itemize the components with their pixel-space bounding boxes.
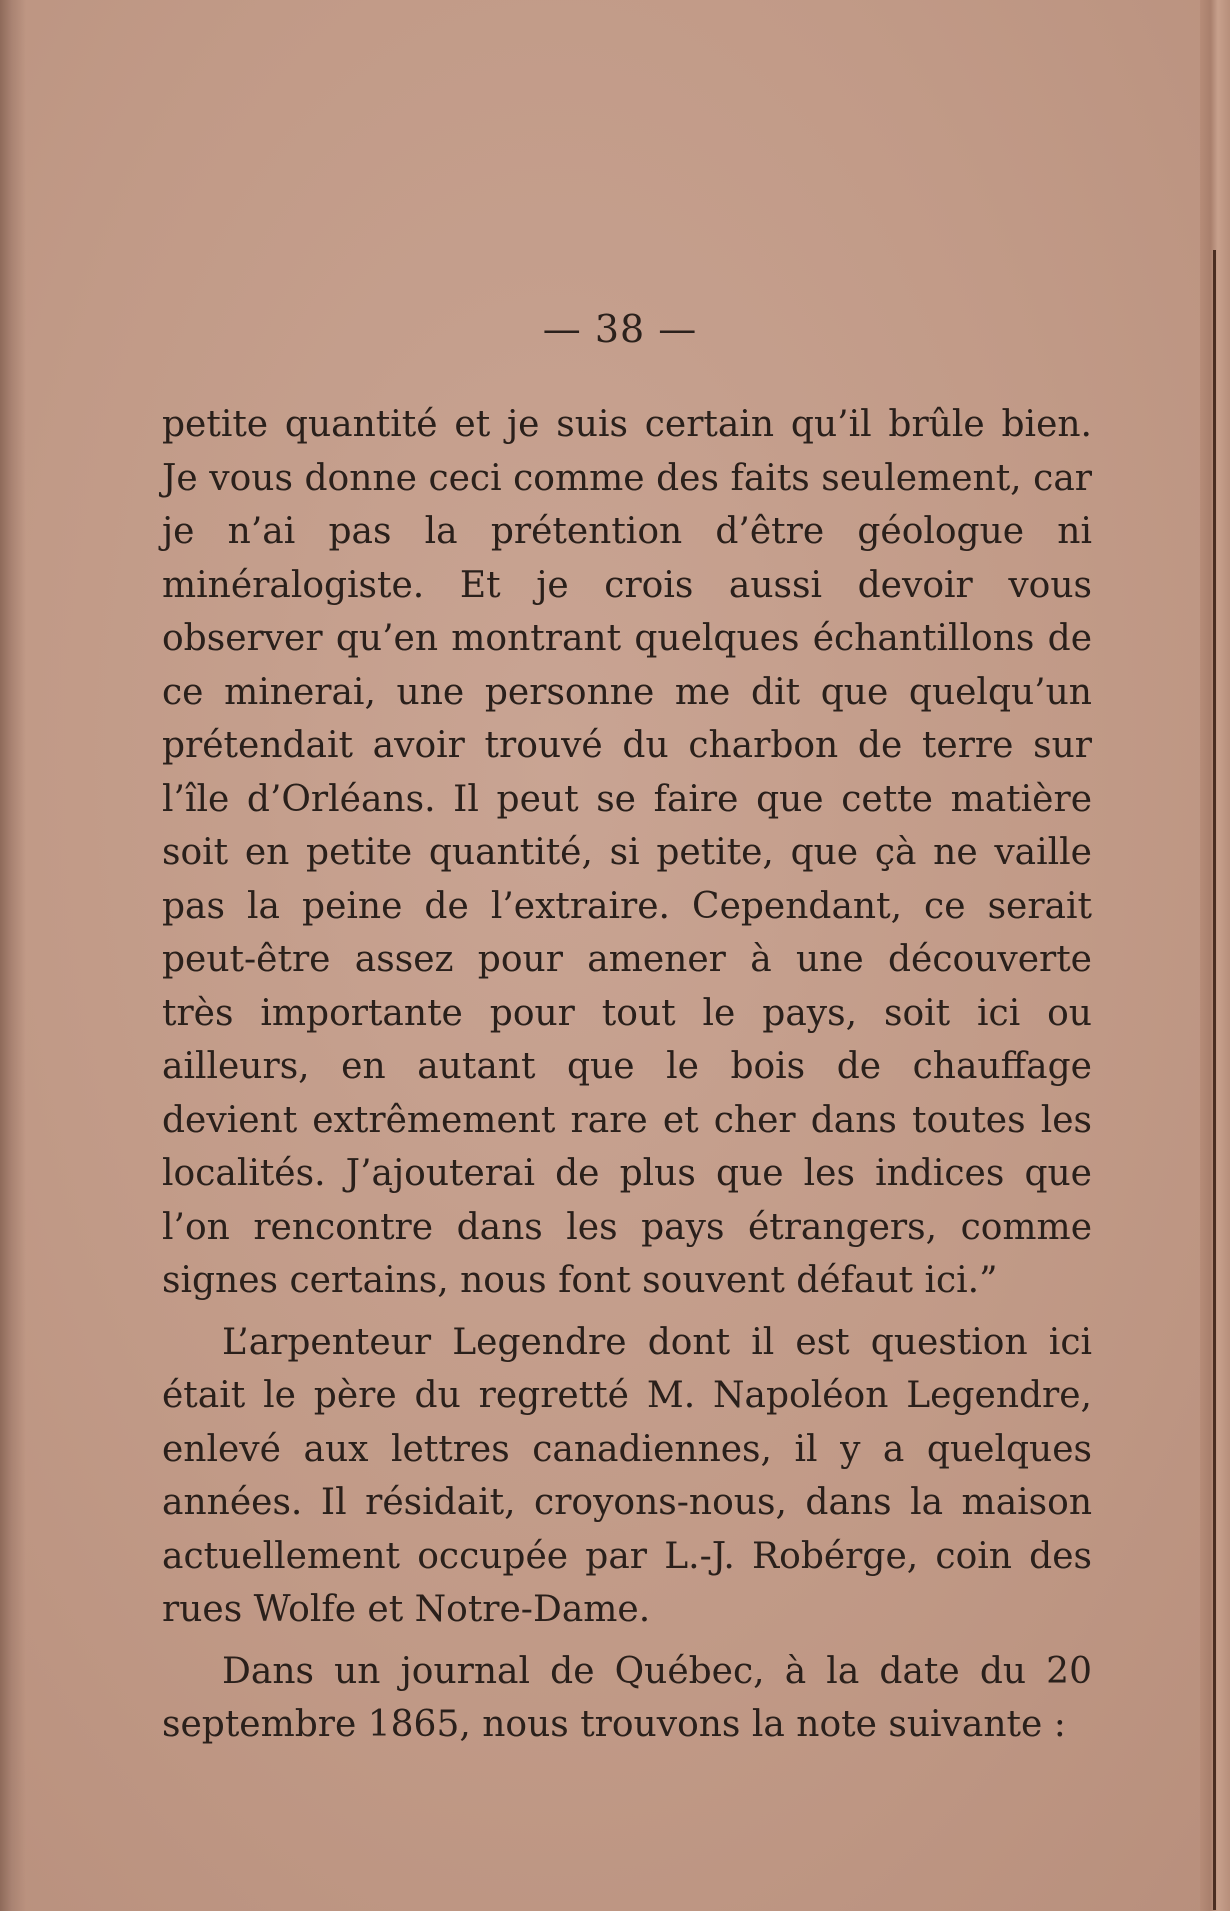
paragraph-1: petite quantité et je suis certain qu’il brûle bien. Je vous donne ceci comme des faits seulement, car je n’ai pas la prétention d’être géologue ni minéralogiste. Et je crois aussi devoir vous observer qu’en montrant quelques échantillons de ce minerai, une personne me dit que quelqu’un prétendait avoir trouvé du charbon de terre sur l’île d’Orléans. Il peut se faire que cette matière soit en petite quantité, si petite, que çà ne vaille pas la peine de l’extraire. Cependant, ce serait peut-être assez pour amener à une découverte très importante pour tout le pays, soit ici ou ailleurs, en autant que le bois de chauffage devient extrêmement rare et cher dans toutes les localités. J’ajouterai de plus que les indices que l’on rencontre dans les pays étrangers, comme signes certains, nous font souvent défaut ici.” [162,404,1092,1301]
body-text [162,398,1092,1752]
page-edge-line [1213,250,1216,1910]
paragraph-2: L’arpenteur Legendre dont il est question ici était le père du regretté M. Napoléon Legendre, enlevé aux lettres canadiennes, il y a quelques années. Il résidait, croyons-nous, dans la maison actuellement occupée par L.-J. Robérge, coin des rues Wolfe et Notre-Dame. [162,1321,1092,1630]
paragraph-3: Dans un journal de Québec, à la date du 20 septembre 1865, nous trouvons la note suivante : [162,1650,1092,1745]
page-number: — 38 — [542,307,698,351]
